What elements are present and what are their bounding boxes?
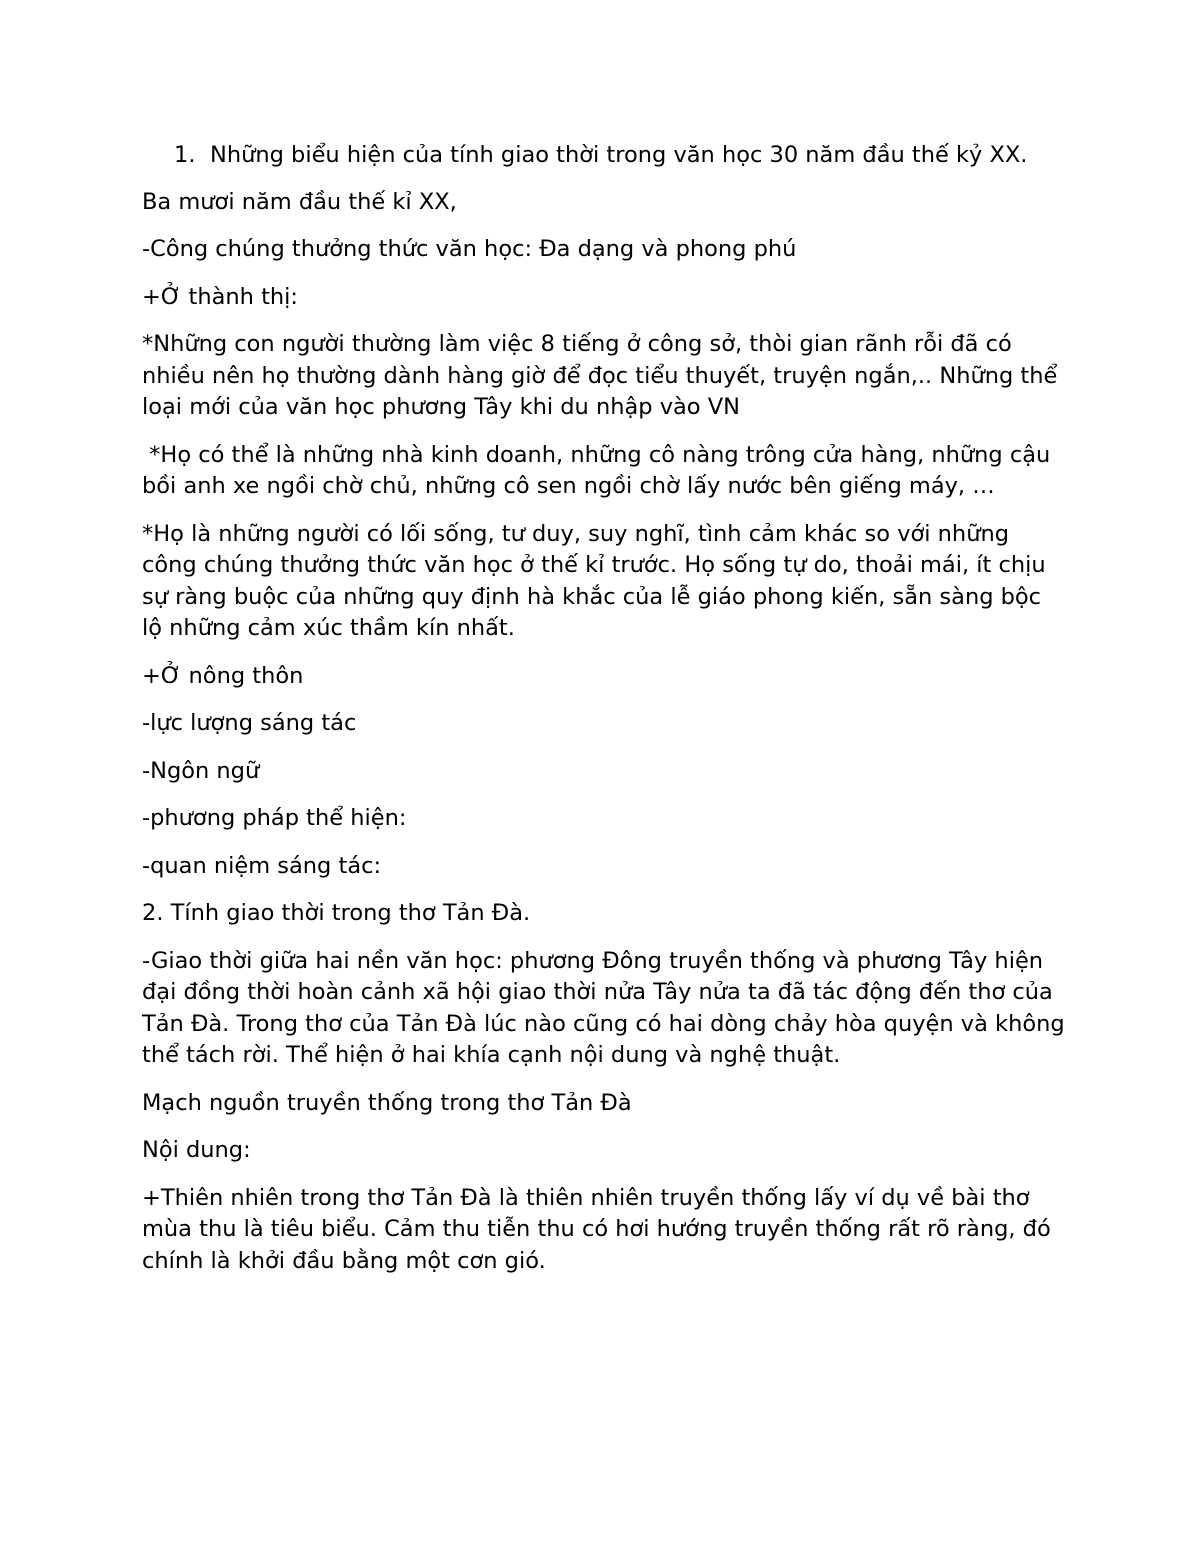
paragraph-intro: Ba mươi năm đầu thế kỉ XX, [142, 188, 457, 215]
paragraph-urban: +Ở thành thị: [142, 283, 299, 310]
document-body [142, 140, 1067, 1293]
list-number: 1. [174, 142, 196, 168]
paragraph-urban-workers: *Những con người thường làm việc 8 tiếng ở công sở, thòi gian rãnh rỗi đã có nhiều nên họ thường dành hàng giờ để đọc tiểu thuyết, truyện ngắn,.. Những thể loại mới của văn học phương Tây khi du nhập vào VN [142, 331, 1058, 420]
paragraph-transition: -Giao thời giữa hai nền văn học: phương Đông truyền thống và phương Tây hiện đại đồng thời hoàn cảnh xã hội giao thời nửa Tây nửa ta đã tác động đến thơ của Tản Đà. Trong thơ của Tản Đà lúc nào cũng có hai dòng chảy hòa quyện và không thể tách rời. Thể hiện ở hai khía cạnh nội dung và nghệ thuật. [142, 947, 1065, 1068]
section-heading-2: 2. Tính giao thời trong thơ Tản Đà. [142, 900, 531, 926]
paragraph-tradition: Mạch nguồn truyền thống trong thơ Tản Đà [142, 1089, 632, 1116]
paragraph-urban-lifestyle: *Họ là những người có lối sống, tư duy, suy nghĩ, tình cảm khác so với những công chúng thưởng thức văn học ở thế kỉ trước. Họ sống tự do, thoải mái, ít chịu sự ràng buộc của những quy định hà khắc của lễ giáo phong kiến, sẵn sàng bộc lộ những cảm xúc thầm kín nhất. [142, 520, 1046, 641]
paragraph-urban-types: *Họ có thể là những nhà kinh doanh, những cô nàng trông cửa hàng, những cậu bồi anh xe ngồi chờ chủ, những cô sen ngồi chờ lấy nước bên giếng máy, … [142, 441, 1058, 499]
paragraph-rural: +Ở nông thôn [142, 662, 304, 689]
paragraph-language: -Ngôn ngữ [142, 757, 260, 784]
heading-text: Những biểu hiện của tính giao thời trong văn học 30 năm đầu thế kỷ XX. [210, 142, 1028, 168]
numbered-heading [174, 140, 1067, 172]
paragraph-authors: -lực lượng sáng tác [142, 710, 357, 736]
paragraph-audience: -Công chúng thưởng thức văn học: Đa dạng và phong phú [142, 236, 797, 262]
paragraph-concept: -quan niệm sáng tác: [142, 852, 382, 879]
paragraph-content-label: Nội dung: [142, 1137, 251, 1163]
paragraph-method: -phương pháp thể hiện: [142, 805, 407, 831]
paragraph-nature: +Thiên nhiên trong thơ Tản Đà là thiên nhiên truyền thống lấy ví dụ về bài thơ mùa thu là tiêu biểu. Cảm thu tiễn thu có hơi hướng truyền thống rất rõ ràng, đó chính là khởi đầu bằng một cơn gió. [142, 1184, 1051, 1274]
